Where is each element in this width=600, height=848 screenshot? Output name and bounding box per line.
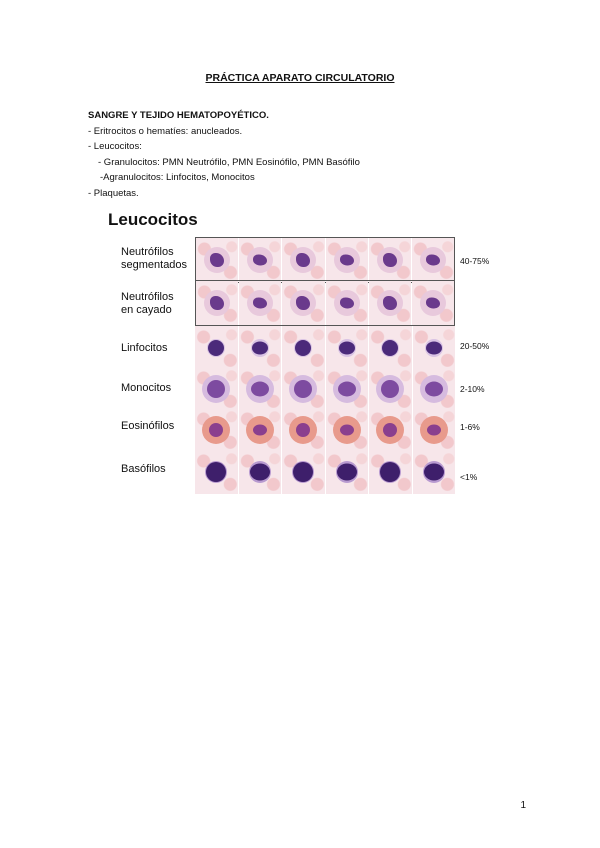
cell-image xyxy=(413,326,456,370)
row-label-monocitos: Monocitos xyxy=(121,382,172,394)
cell-image xyxy=(195,326,238,370)
cell-image xyxy=(239,367,282,411)
percent-neutrofilos-segmentados: 40-75% xyxy=(460,256,490,266)
cell-image xyxy=(326,408,369,452)
cell-nucleus xyxy=(426,255,440,266)
cell-nucleus xyxy=(208,340,224,356)
cell-strip xyxy=(195,408,455,452)
cell-nucleus xyxy=(253,298,267,309)
cell-image xyxy=(282,326,325,370)
cell-strip xyxy=(195,450,455,494)
cell-nucleus xyxy=(427,425,441,436)
percent-basofilos: <1% xyxy=(460,472,478,482)
cell-nucleus xyxy=(383,253,397,267)
row-label-linfocitos: Linfocitos xyxy=(121,342,168,354)
line-eritrocitos: - Eritrocitos o hematíes: anucleados. xyxy=(88,125,243,137)
cell-image xyxy=(282,238,324,282)
cell-nucleus xyxy=(381,380,399,398)
cell-image xyxy=(195,367,238,411)
row-label-line1: Neutrófilos xyxy=(121,291,174,303)
cell-image xyxy=(239,326,282,370)
cell-nucleus xyxy=(210,253,224,267)
cell-image xyxy=(369,326,412,370)
cell-image xyxy=(369,408,412,452)
cell-image xyxy=(326,450,369,494)
cell-image xyxy=(282,450,325,494)
percent-linfocitos: 20-50% xyxy=(460,341,490,351)
cell-image xyxy=(326,326,369,370)
cell-image xyxy=(412,281,454,325)
cell-nucleus xyxy=(337,464,357,481)
section-heading: SANGRE Y TEJIDO HEMATOPOYÉTICO. xyxy=(88,110,269,121)
cell-image xyxy=(282,367,325,411)
cell-image xyxy=(369,281,411,325)
cell-nucleus xyxy=(252,342,268,355)
row-label-line2: segmentados xyxy=(121,259,188,271)
line-leucocitos: - Leucocitos: xyxy=(88,141,142,152)
cell-strip xyxy=(195,326,455,370)
cell-nucleus xyxy=(424,464,444,481)
cell-nucleus xyxy=(296,296,310,310)
row-label-neutrofilos-segmentados xyxy=(121,246,187,272)
cell-nucleus xyxy=(426,342,442,355)
line-granulocitos: - Granulocitos: PMN Neutrófilo, PMN Eosinófilo, PMN Basófilo xyxy=(98,156,360,168)
cell-image xyxy=(369,367,412,411)
row-label-neutrofilos-cayado xyxy=(121,291,174,317)
cell-nucleus xyxy=(382,340,398,356)
cell-image xyxy=(412,238,454,282)
cell-nucleus xyxy=(383,296,397,310)
cell-nucleus xyxy=(294,380,312,398)
cell-image xyxy=(195,450,238,494)
cell-image xyxy=(196,281,238,325)
row-label-eosinofilos: Eosinófilos xyxy=(121,420,175,432)
cell-nucleus xyxy=(340,425,354,436)
cell-nucleus xyxy=(339,342,355,355)
line-agranulocitos: -Agranulocitos: Linfocitos, Monocitos xyxy=(100,172,255,183)
cell-nucleus xyxy=(251,382,269,397)
figure-title: Leucocitos xyxy=(108,210,198,229)
cell-nucleus xyxy=(207,380,225,398)
cell-image xyxy=(195,408,238,452)
cell-image xyxy=(369,238,411,282)
cell-image xyxy=(239,450,282,494)
cell-nucleus xyxy=(293,462,313,482)
cell-nucleus xyxy=(253,255,267,266)
cell-image xyxy=(369,450,412,494)
cell-nucleus xyxy=(295,340,311,356)
cell-image xyxy=(282,281,324,325)
cell-nucleus xyxy=(340,298,354,309)
row-label-line1: Neutrófilos xyxy=(121,246,174,258)
cell-nucleus xyxy=(209,423,223,437)
text-block xyxy=(88,108,360,201)
cell-nucleus xyxy=(250,464,270,481)
cell-image xyxy=(239,281,281,325)
cell-nucleus xyxy=(338,382,356,397)
percent-monocitos: 2-10% xyxy=(460,384,485,394)
cell-image xyxy=(282,408,325,452)
cell-nucleus xyxy=(206,462,226,482)
cell-nucleus xyxy=(425,382,443,397)
cell-strip xyxy=(195,237,455,283)
cell-image xyxy=(413,450,456,494)
cell-image xyxy=(326,281,368,325)
cell-image xyxy=(239,238,281,282)
cell-nucleus xyxy=(383,423,397,437)
cell-nucleus xyxy=(296,253,310,267)
cell-image xyxy=(413,408,456,452)
percent-eosinofilos: 1-6% xyxy=(460,422,480,432)
cell-image xyxy=(239,408,282,452)
row-label-line2: en cayado xyxy=(121,304,172,316)
cell-image xyxy=(326,238,368,282)
cell-nucleus xyxy=(340,255,354,266)
cell-nucleus xyxy=(426,298,440,309)
cell-image xyxy=(196,238,238,282)
cell-strip xyxy=(195,280,455,326)
cell-nucleus xyxy=(296,423,310,437)
row-label-basofilos: Basófilos xyxy=(121,463,166,475)
cell-image xyxy=(413,367,456,411)
cell-nucleus xyxy=(253,425,267,436)
cell-nucleus xyxy=(380,462,400,482)
leucocitos-figure xyxy=(108,210,508,500)
line-plaquetas: - Plaquetas. xyxy=(88,187,139,199)
cell-strip xyxy=(195,367,455,411)
cell-nucleus xyxy=(210,296,224,310)
cell-image xyxy=(326,367,369,411)
page-title: PRÁCTICA APARATO CIRCULATORIO xyxy=(205,72,395,84)
page-number: 1 xyxy=(520,800,526,811)
